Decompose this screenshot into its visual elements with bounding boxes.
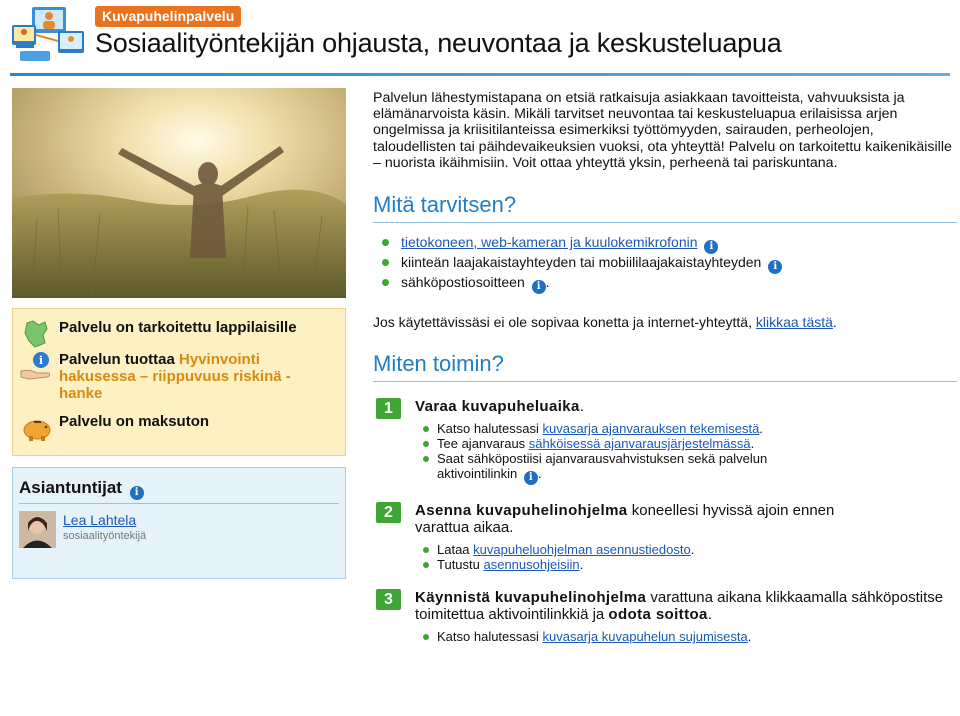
installer-download-link[interactable]: kuvapuheluohjelman asennustiedosto: [473, 542, 691, 558]
video-call-logo-icon: [10, 5, 86, 63]
service-badge: Kuvapuhelinpalvelu: [95, 6, 241, 27]
no-equipment-note: Jos käytettävissäsi ei ole sopivaa konetta ja internet-yhteyttä, klikkaa tästä.: [373, 314, 837, 331]
experts-divider: [19, 503, 339, 504]
info-icon[interactable]: i: [768, 260, 782, 274]
needs-list: [373, 234, 957, 294]
list-item: sähköpostiosoitteen i .: [373, 274, 957, 294]
avatar: [19, 511, 56, 548]
list-item: Tutustu asennusohjeisiin.: [415, 557, 957, 572]
info-row-free: Palvelu on maksuton: [19, 413, 209, 443]
info-row-region: Palvelu on tarkoitettu lappilaisille: [19, 319, 297, 349]
step-3-list: [415, 629, 957, 644]
install-guide-link[interactable]: asennusohjeisiin: [483, 557, 580, 573]
main-content: [373, 90, 957, 644]
piggy-bank-icon: [19, 413, 55, 443]
step-1-list: [415, 421, 957, 485]
list-item: [373, 234, 957, 254]
lapland-map-icon: [19, 319, 55, 349]
experts-heading: Asiantuntijat i: [19, 478, 144, 500]
info-hand-icon: [19, 351, 55, 381]
step-3: 3 Käynnistä kuvapuhelinohjelma varattuna aikana klikkaamalla sähköpostitse toimitettua aktivointilinkkiä ja odota soittoa. Katso halutessasi kuvasarja kuvapuhelun sujumisesta.: [373, 589, 957, 644]
howto-heading: Miten toimin?: [373, 351, 504, 377]
list-item: Katso halutessasi kuvasarja ajanvarauksen tekemisestä.: [415, 421, 957, 436]
step-1: 1 Varaa kuvapuheluaika. Katso halutessasi kuvasarja ajanvarauksen tekemisestä. Tee ajanvaraus sähköisessä ajanvarausjärjestelmässä. Saat sähköpostiisi ajanvarausvahvistuksen sekä palvelun aktivointilinkin i .: [373, 398, 957, 485]
header-divider: [10, 73, 950, 76]
list-item: Tee ajanvaraus sähköisessä ajanvarausjärjestelmässä.: [415, 436, 957, 451]
howto-divider: [373, 381, 957, 382]
click-here-link[interactable]: klikkaa tästä: [755, 314, 833, 331]
step-number: 3: [376, 589, 401, 610]
hero-image: [12, 88, 346, 298]
info-icon[interactable]: i: [524, 471, 538, 485]
call-slideshow-link[interactable]: kuvasarja kuvapuhelun sujumisesta: [542, 629, 748, 645]
info-icon[interactable]: i: [130, 486, 144, 500]
equipment-link[interactable]: tietokoneen, web-kameran ja kuulokemikrofonin: [401, 234, 698, 251]
step-2: 2 Asenna kuvapuhelinohjelma koneellesi hyvissä ajoin ennen varattua aikaa. Lataa kuvapuheluohjelman asennustiedosto. Tutustu asennusohjeisiin.: [373, 502, 957, 572]
intro-text: Palvelun lähestymistapana on etsiä ratkaisuja asiakkaan tavoitteista, vahvuuksista ja elämänarvoista käsin. Mikäli tarvitset neuvontaa tai keskusteluapua erilaisissa arjen ongelmissa ja kriisitilanteissa esimerkiksi työttömyyden, sairauden, perheolojen, taloudellisten tai päihdevaikeuksien vuoksi, ota yhteyttä! Palvelu on tarkoitettu kaikenikäisille – nuorista ikäihmisiin. Voit ottaa yhteyttä yksin, perheenä tai pariskuntana.: [373, 90, 952, 171]
expert-role: sosiaalityöntekijä: [63, 530, 147, 542]
page-title: Sosiaalityöntekijän ohjausta, neuvontaa ja keskusteluapua: [95, 28, 782, 58]
step-number: 1: [376, 398, 401, 419]
list-item: Lataa kuvapuheluohjelman asennustiedosto.: [415, 542, 957, 557]
booking-system-link[interactable]: sähköisessä ajanvarausjärjestelmässä: [528, 436, 751, 452]
service-info-box: [12, 308, 346, 456]
booking-slideshow-link[interactable]: kuvasarja ajanvarauksen tekemisestä: [542, 421, 760, 437]
provider-org: Hyvinvointi hakusessa – riippuvuus riskinä -hanke: [59, 351, 291, 402]
needs-heading: Mitä tarvitsen?: [373, 192, 517, 218]
step-2-list: [415, 542, 957, 572]
experts-panel: [12, 467, 346, 579]
step-number: 2: [376, 502, 401, 523]
list-item: Katso halutessasi kuvasarja kuvapuhelun sujumisesta.: [415, 629, 957, 644]
expert-name-link[interactable]: Lea Lahtela: [63, 512, 137, 528]
list-item: Saat sähköpostiisi ajanvarausvahvistuksen sekä palvelun aktivointilinkin i .: [415, 451, 815, 485]
needs-divider: [373, 222, 957, 223]
info-icon[interactable]: i: [532, 280, 546, 294]
list-item: kiinteän laajakaistayhteyden tai mobiililaajakaistayhteyden i: [373, 254, 957, 274]
svg-text:i: i: [38, 354, 44, 367]
info-icon[interactable]: i: [704, 240, 718, 254]
info-row-provider: i Palvelun tuottaa Hyvinvointi hakusessa – riippuvuus riskinä -hanke: [19, 351, 329, 402]
page-header: [0, 0, 960, 68]
